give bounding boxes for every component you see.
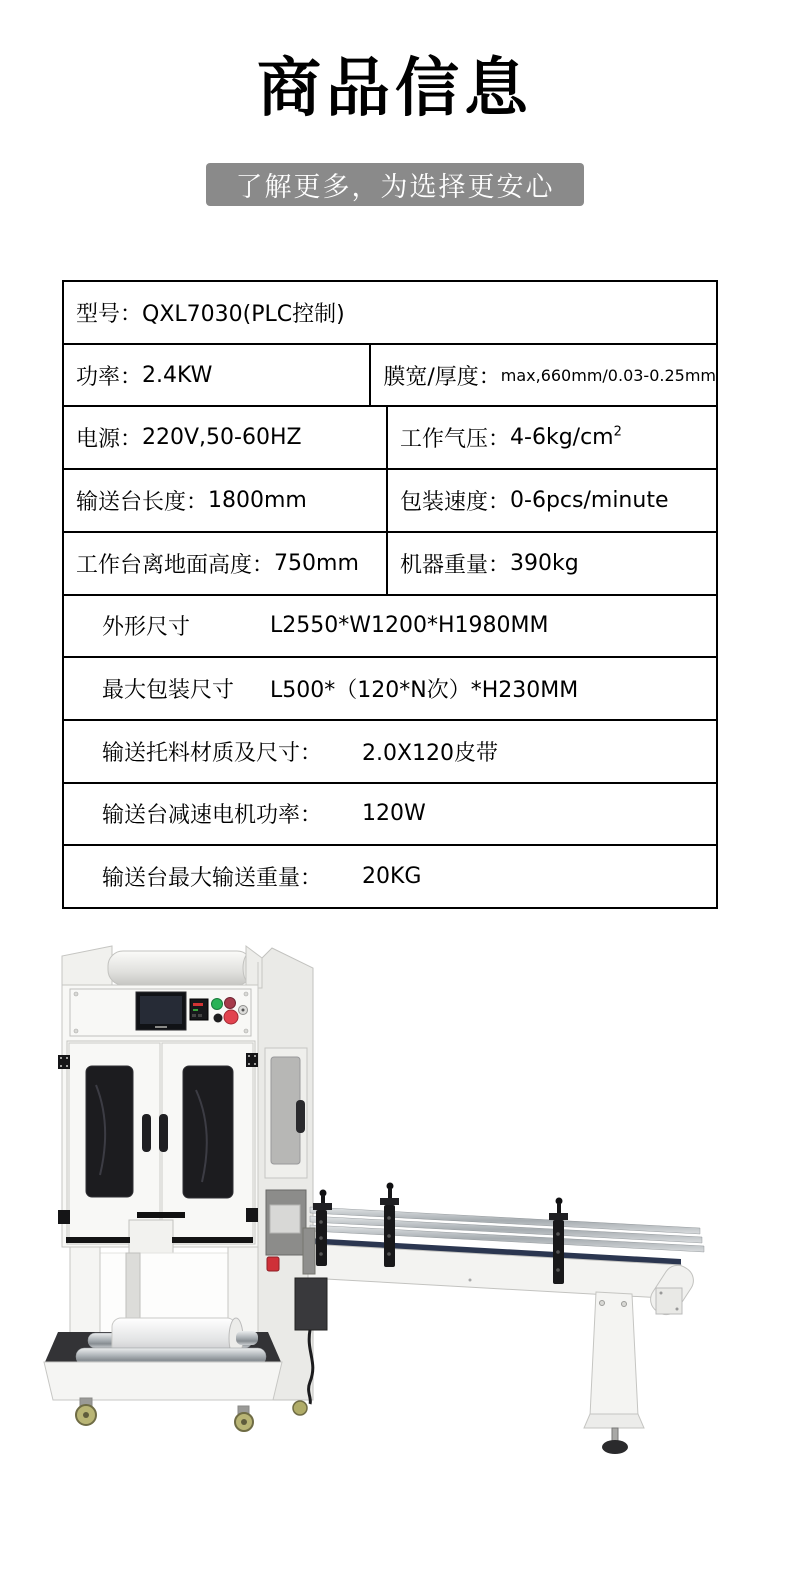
spec-row-max-pack-size	[64, 658, 716, 721]
spec-value: max,660mm/0.03-0.25mm	[500, 365, 716, 385]
spec-row-power-film	[64, 345, 716, 408]
machine-top-cover	[62, 946, 262, 988]
spec-row-belt-material	[64, 721, 716, 784]
spec-value: QXL7030(PLC控制)	[142, 301, 345, 327]
leveling-foot-pad	[602, 1440, 628, 1454]
spec-label: 电源：	[76, 427, 143, 453]
spec-row-motor-power	[64, 784, 716, 847]
left-door-handle	[142, 1114, 151, 1152]
spec-label: 工作气压：	[400, 427, 511, 453]
side-window	[271, 1057, 300, 1164]
spec-label: 型号：	[76, 301, 143, 327]
spec-value: 750mm	[274, 550, 359, 576]
spec-value: 0-6pcs/minute	[510, 487, 669, 513]
right-door-handle	[159, 1114, 168, 1152]
spec-label: 输送台长度：	[76, 489, 209, 515]
spec-row-dimensions	[64, 596, 716, 659]
subtitle-banner	[206, 163, 584, 206]
superscript: 2	[613, 424, 622, 440]
spec-label: 输送台最大输送重量：	[102, 866, 323, 892]
spec-row-model	[64, 282, 716, 345]
product-image	[0, 945, 790, 1583]
spec-label: 机器重量：	[400, 552, 511, 578]
spec-row-height-weight	[64, 533, 716, 596]
spec-label: 包装速度：	[400, 489, 511, 515]
subtitle-text: 了解更多，为选择更安心	[235, 172, 555, 203]
spec-value: 2.4KW	[142, 362, 213, 388]
leveling-foot-stem	[612, 1428, 618, 1441]
spec-label: 功率：	[76, 364, 143, 390]
emergency-stop-button	[224, 1010, 238, 1024]
caster-wheels	[76, 1398, 307, 1431]
spec-row-voltage-pressure	[64, 407, 716, 470]
spec-value: 20KG	[362, 864, 422, 890]
spec-label: 工作台离地面高度：	[76, 552, 275, 578]
spec-row-conveyor-length-speed	[64, 470, 716, 533]
spec-table	[62, 280, 718, 909]
control-panel	[70, 989, 251, 1036]
left-door-window	[86, 1066, 133, 1197]
spec-value: L500*（120*N次）*H230MM	[270, 678, 579, 704]
spec-label: 最大包装尺寸	[102, 678, 235, 704]
spec-value: 120W	[362, 801, 426, 827]
spec-label: 输送台减速电机功率：	[102, 803, 323, 829]
touchscreen	[136, 992, 186, 1030]
spec-value: 220V,50-60HZ	[142, 425, 302, 451]
spec-value: 1800mm	[208, 487, 307, 513]
green-start-button	[212, 999, 223, 1010]
right-door-window	[183, 1066, 233, 1198]
spec-label: 膜宽/厚度：	[383, 364, 501, 390]
side-red-switch	[267, 1257, 279, 1271]
side-door-handle	[296, 1100, 305, 1133]
spec-value: $4-6kg/cm^2$	[510, 424, 622, 451]
spec-label: 外形尺寸	[102, 615, 191, 641]
temperature-controller	[190, 999, 208, 1020]
black-knob	[214, 1014, 223, 1023]
page-title: 商品信息	[257, 52, 533, 126]
spec-label: 输送托料材质及尺寸：	[102, 740, 323, 766]
spec-value: 390kg	[510, 550, 579, 576]
red-stop-button	[225, 998, 236, 1009]
conveyor	[295, 1183, 704, 1455]
spec-row-max-load	[64, 846, 716, 907]
spec-value: L2550*W1200*H1980MM	[270, 613, 549, 639]
conveyor-mount-plate	[303, 1228, 315, 1274]
conveyor-leg	[584, 1292, 644, 1454]
spec-value: 2.0X120皮带	[362, 740, 499, 766]
